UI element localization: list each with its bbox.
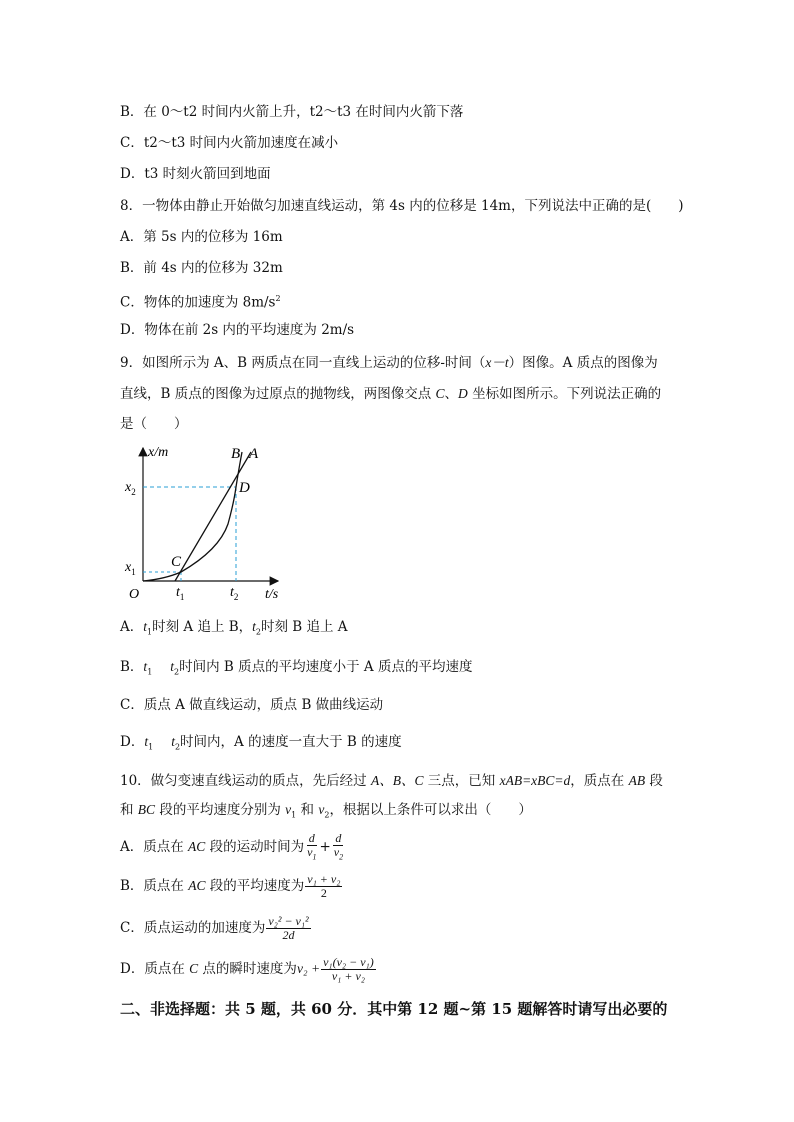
q8-option-c-text: C．物体的加速度为 8m/s (120, 294, 276, 311)
q10-1c: ，质点在 (570, 773, 629, 789)
q9-d-end: 时间内，A 的速度一直大于 B 的速度 (180, 734, 402, 750)
q8-option-a: A．第 5s 内的位移为 16m (120, 229, 283, 245)
q9-xt-graph (115, 440, 295, 605)
point-c-label: C (171, 554, 182, 570)
q10-a-text: A．质点在 (120, 839, 189, 856)
q9-b-end: 时间内 B 质点的平均速度小于 A 质点的平均速度 (179, 659, 473, 675)
q8-option-d: D．物体在前 2s 内的平均速度为 2m/s (120, 322, 355, 338)
q9-stem-1b: ）图像。A 质点的图像为 (508, 355, 658, 371)
q9-stem-c: C (435, 386, 445, 401)
q10-b-frac (305, 873, 342, 900)
q9-stem-2a: 直线，B 质点的图像为过原点的抛物线，两图像交点 (120, 386, 436, 402)
q10-eq: xAB=xBC=d (499, 773, 571, 788)
q10-stem-line2 (120, 800, 532, 826)
q9-d-prefix: D． (120, 734, 145, 750)
line-a (175, 452, 251, 581)
q10-a-plus: + (319, 839, 331, 856)
q10-option-b (120, 872, 343, 900)
q10-v2-sub: 2 (324, 810, 330, 820)
q10-b-text2: 段的平均速度为 (205, 878, 305, 894)
q9-b-t1-sub: 1 (147, 667, 153, 677)
curve-b (143, 452, 242, 581)
q10-v2: v (318, 802, 325, 817)
q10-c-frac (266, 915, 310, 942)
curve-b-label: B (231, 446, 241, 462)
x1-label: $x_1$ (125, 560, 136, 577)
q9-option-d (120, 732, 402, 758)
x-axis-label: t/s (265, 587, 279, 602)
q9-stem-sep: 、 (444, 386, 459, 402)
q10-a-frac1 (305, 832, 318, 863)
q7-option-d: D．t3 时刻火箭回到地面 (120, 166, 271, 182)
q9-d-t1: t (144, 734, 149, 749)
q10-1d: 段 (645, 773, 663, 789)
q9-stem-line1 (120, 353, 658, 373)
q9-b-prefix: B． (120, 659, 144, 675)
point-d-label: D (239, 480, 250, 496)
q10-d-lead: v₂ + (296, 961, 321, 976)
q10-option-c (120, 914, 312, 942)
line-a-label: A (249, 446, 259, 462)
section-2-heading: 二、非选择题：共 5 题，共 60 分．其中第 12 题~第 15 题解答时请写出必要的 (120, 1000, 668, 1018)
q9-option-c: C．质点 A 做直线运动，质点 B 做曲线运动 (120, 697, 384, 713)
y-axis-label: x/m (148, 445, 169, 460)
q10-stem-line1 (120, 771, 663, 791)
q10-b-frac-den: 2 (320, 886, 327, 900)
q10-2d: ，根据以上条件可以求出（ ） (329, 802, 532, 818)
q9-stem-d: D (458, 386, 468, 401)
q9-b-t2-sub: 2 (174, 667, 180, 677)
q10-a-frac2 (332, 832, 345, 863)
q9-a-mid: 时刻 A 追上 B， (152, 619, 253, 635)
q10-v1: v (285, 802, 292, 817)
q9-a-prefix: A． (120, 619, 144, 635)
q10-a-ac: AC (188, 839, 206, 855)
q10-2c: 和 (296, 802, 319, 818)
q10-ab: AB (628, 773, 646, 788)
q10-b-frac-num: v₁ + v₂ (307, 872, 341, 886)
q10-a-text2: 段的运动时间为 (205, 839, 305, 856)
origin-label: O (129, 587, 140, 602)
t1-label: $t_1$ (176, 585, 185, 602)
q7-option-b: B．在 0～t2 时间内火箭上升，t2～t3 在时间内火箭下落 (120, 104, 464, 120)
q10-1a: 10．做匀变速直线运动的质点，先后经过 (120, 773, 371, 789)
q10-bc: BC (137, 802, 156, 817)
t2-label: $t_2$ (230, 585, 239, 602)
q8-option-b: B．前 4s 内的位移为 32m (120, 260, 283, 276)
q10-d-text: D．质点在 (120, 961, 190, 977)
q9-d-t2: t (171, 734, 175, 749)
q9-stem-2b: 坐标如图所示。下列说法正确的 (467, 386, 662, 402)
q9-stem-line2 (120, 384, 661, 404)
q8-option-c (120, 289, 281, 313)
q10-c-frac-den: 2d (282, 928, 295, 942)
q10-d-frac-den: v₁ + v₂ (331, 969, 365, 983)
q10-d-c: C (189, 961, 199, 976)
q9-a-t2: t (252, 619, 256, 634)
q10-v1-sub: 1 (291, 810, 297, 820)
q9-stem-xt: x－t (485, 355, 509, 370)
q10-a-frac1-den-sub: 1 (312, 852, 317, 862)
q10-d-frac (321, 956, 376, 983)
q10-d-text2: 点的瞬时速度为 (198, 961, 297, 977)
q9-d-t1-sub: 1 (148, 742, 154, 752)
q10-b-text: B．质点在 (120, 878, 189, 894)
q9-b-t1: t (143, 659, 148, 674)
q10-points: A、B、C (370, 773, 424, 788)
q9-a-t1-sub: 1 (147, 627, 153, 637)
q9-option-b (120, 657, 472, 683)
q9-a-t2-sub: 2 (255, 627, 262, 637)
q9-d-t2-sub: 2 (174, 742, 181, 752)
q10-a-frac1-num: d (308, 831, 315, 845)
q10-2b: 段的平均速度分别为 (155, 802, 286, 818)
q10-2a: 和 (120, 802, 138, 818)
q9-b-t2: t (170, 659, 175, 674)
q10-option-d (120, 955, 377, 983)
q10-option-a (120, 832, 346, 863)
q10-c-text: C．质点运动的加速度为 (120, 920, 266, 936)
q10-a-frac1-den: v (307, 845, 313, 859)
q8-option-c-exp: 2 (275, 294, 281, 303)
q10-a-frac2-den-sub: 2 (339, 852, 344, 862)
q8-stem: 8．一物体由静止开始做匀加速直线运动，第 4s 内的位移是 14m，下列说法中正确的是( ) (120, 198, 684, 214)
q9-stem-1a: 9．如图所示为 A、B 两质点在同一直线上运动的位移-时间（ (120, 355, 486, 371)
q9-option-a (120, 617, 348, 643)
q9-a-end: 时刻 B 追上 A (261, 619, 348, 635)
x2-label: $x_2$ (125, 480, 136, 497)
q10-a-frac2-den: v (333, 845, 340, 859)
q7-option-c: C．t2～t3 时间内火箭加速度在减小 (120, 135, 339, 151)
q10-c-frac-num: v₂² − v₁² (268, 914, 309, 928)
q9-stem-line3: 是（ ） (120, 416, 188, 432)
q9-a-t1: t (143, 619, 148, 634)
q10-d-frac-num: v₁(v₂ − v₁) (323, 955, 374, 969)
q10-b-ac: AC (188, 878, 206, 893)
q10-a-frac2-num: d (335, 831, 342, 845)
q10-1b: 三点，已知 (423, 773, 500, 789)
